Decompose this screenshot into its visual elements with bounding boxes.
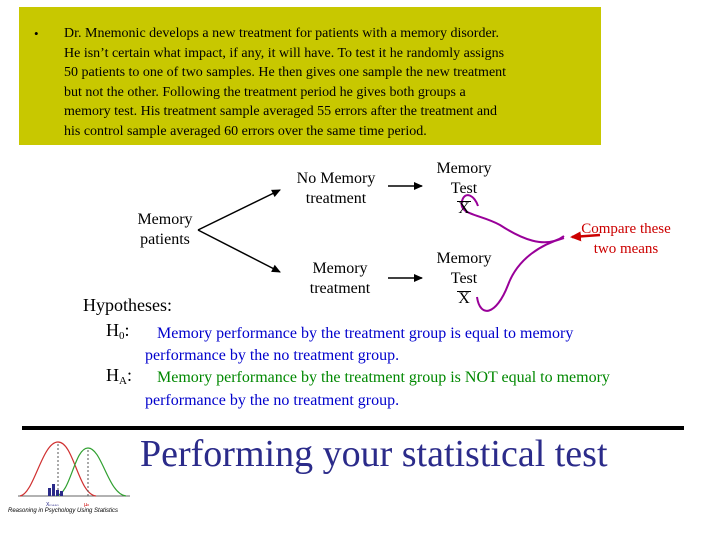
h0-key: $H_0$:	[106, 320, 130, 342]
memory-test-bottom: Memory Test X	[436, 250, 492, 307]
scenario-line: his control sample averaged 60 errors over the same time period.	[64, 123, 427, 139]
memory-test-top: Memory Test X	[436, 160, 492, 217]
bullet: •	[34, 26, 39, 41]
slide-title: Performing your statistical test	[140, 433, 608, 475]
footer-rule	[22, 426, 684, 430]
course-caption: Reasoning in Psychology Using Statistics	[8, 508, 119, 514]
svg-text:Xₘₑₐₙ: Xₘₑₐₙ	[46, 502, 59, 508]
scenario-line: but not the other. Following the treatment period he gives both groups a	[64, 84, 466, 100]
alternative-hypothesis: $H_A$: Memory performance by the treatment group is NOT equal to memory performance by the no treatment group.	[106, 365, 610, 409]
mean-symbol-top: X	[458, 200, 470, 217]
hypotheses-heading: Hypotheses:	[83, 295, 172, 315]
no-treatment-label: No Memory treatment	[296, 170, 376, 207]
normal-curves-logo	[16, 436, 132, 510]
scenario-line: memory test. His treatment sample averaged 55 errors after the treatment and	[64, 104, 498, 119]
scenario-line: He isn’t certain what impact, if any, it will have. To test it he randomly assigns	[64, 45, 505, 61]
scenario-line: 50 patients to one of two samples. He then gives one sample the new treatment	[64, 65, 507, 80]
null-hypothesis: $H_0$: Memory performance by the treatment group is equal to memory performance by the no treatment group.	[106, 320, 574, 364]
treatment-label: Memory treatment	[309, 260, 371, 297]
memory-patients-label: Memory patients	[137, 211, 193, 248]
mean-symbol-bottom: X	[458, 290, 470, 307]
svg-text:μ₀: μ₀	[84, 502, 90, 508]
ha-key: $H_A$:	[106, 365, 132, 387]
scenario-line: Dr. Mnemonic develops a new treatment for patients with a memory disorder.	[64, 26, 500, 41]
compare-label: Compare these two means	[581, 221, 671, 257]
